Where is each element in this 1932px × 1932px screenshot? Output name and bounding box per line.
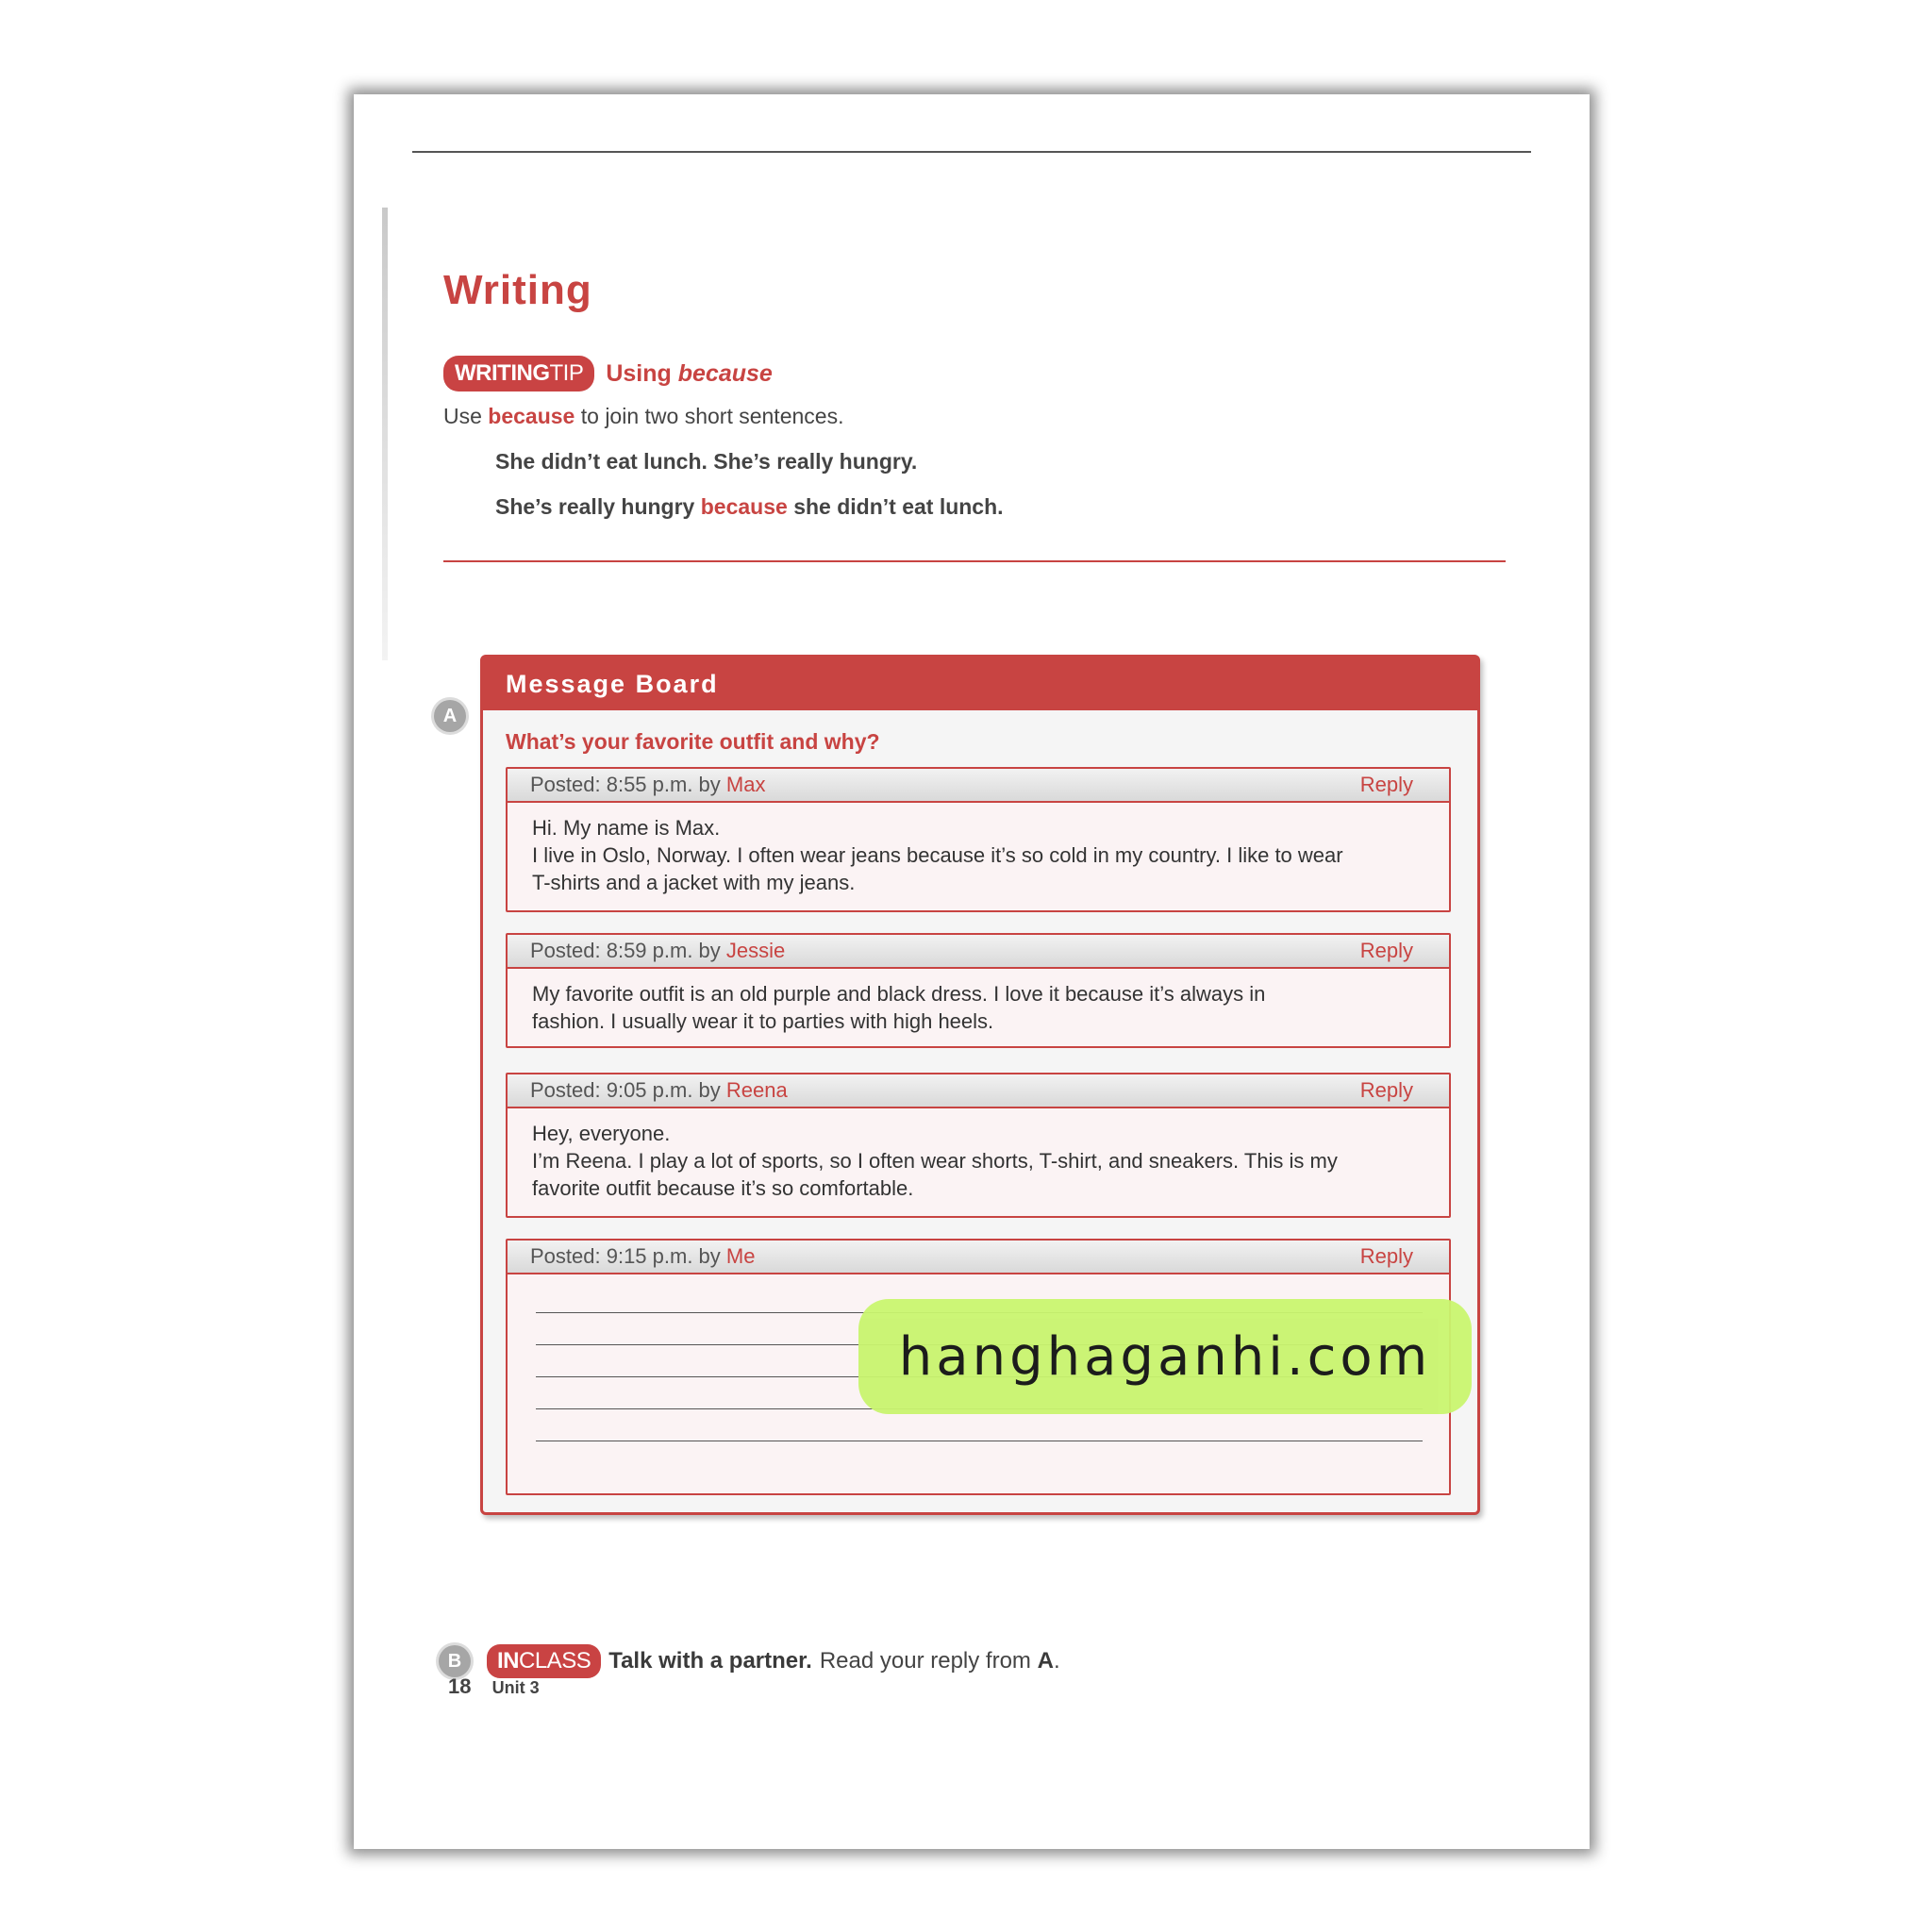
section-title: Writing bbox=[443, 267, 592, 313]
post-body bbox=[508, 1108, 1449, 1211]
tip-body-keyword: because bbox=[488, 404, 575, 428]
example-sentence-2 bbox=[495, 494, 1004, 520]
post-timestamp: Posted: 8:59 p.m. by bbox=[530, 939, 721, 962]
activity-b-instruction-bold: Talk with a partner. bbox=[608, 1648, 812, 1674]
post-max bbox=[506, 767, 1451, 912]
post-body bbox=[508, 969, 1449, 1044]
post-line: Hey, everyone. bbox=[532, 1122, 671, 1145]
activity-b bbox=[439, 1644, 1060, 1678]
scan-edge-shadow bbox=[382, 208, 388, 660]
reply-button[interactable]: Reply bbox=[1359, 773, 1413, 796]
post-line: My favorite outfit is an old purple and black dress. I love it because it’s always in bbox=[532, 982, 1266, 1006]
post-author[interactable]: Reena bbox=[725, 1078, 788, 1102]
tip-title-word: because bbox=[677, 359, 773, 387]
activity-a-marker: A bbox=[434, 700, 466, 732]
post-author[interactable]: Max bbox=[725, 773, 766, 796]
tip-title-prefix: Using bbox=[606, 359, 672, 387]
tip-badge-light: TIP bbox=[549, 360, 584, 386]
post-reena bbox=[506, 1073, 1451, 1218]
tip-badge-bold: WRITING bbox=[455, 360, 550, 386]
example-2-prefix: She’s really hungry bbox=[495, 494, 695, 519]
in-class-badge bbox=[487, 1644, 601, 1678]
post-header bbox=[508, 769, 1449, 803]
in-class-badge-bold: IN bbox=[497, 1648, 519, 1674]
top-rule bbox=[412, 151, 1531, 153]
post-author[interactable]: Jessie bbox=[725, 939, 786, 962]
post-header bbox=[508, 1074, 1449, 1108]
example-2-suffix: she didn’t eat lunch. bbox=[793, 494, 1004, 519]
page-number: 18 bbox=[448, 1674, 472, 1698]
writing-tip-header bbox=[443, 356, 773, 391]
post-header bbox=[508, 1241, 1449, 1274]
board-question: What’s your favorite outfit and why? bbox=[506, 729, 880, 754]
in-class-badge-light: CLASS bbox=[519, 1648, 591, 1674]
post-line: I live in Oslo, Norway. I often wear jeans because it’s so cold in my country. I like to wear bbox=[532, 843, 1343, 867]
example-sentence-1: She didn’t eat lunch. She’s really hungry. bbox=[495, 449, 918, 474]
reply-button[interactable]: Reply bbox=[1359, 1078, 1413, 1102]
tip-body bbox=[443, 404, 843, 429]
post-author[interactable]: Me bbox=[725, 1244, 756, 1268]
post-line: favorite outfit because it’s so comfortable. bbox=[532, 1176, 914, 1200]
post-line: T-shirts and a jacket with my jeans. bbox=[532, 871, 856, 894]
textbook-page bbox=[354, 94, 1590, 1849]
post-timestamp: Posted: 8:55 p.m. by bbox=[530, 773, 721, 796]
activity-b-instruction: Read your reply from bbox=[819, 1648, 1031, 1674]
tip-body-prefix: Use bbox=[443, 404, 482, 428]
tip-title bbox=[606, 360, 772, 388]
post-line: fashion. I usually wear it to parties with high heels. bbox=[532, 1009, 994, 1033]
activity-b-marker: B bbox=[439, 1645, 471, 1677]
post-jessie bbox=[506, 933, 1451, 1048]
message-board-title: Message Board bbox=[483, 658, 1477, 710]
post-line: I’m Reena. I play a lot of sports, so I often wear shorts, T-shirt, and sneakers. This is my bbox=[532, 1149, 1338, 1173]
post-line: Hi. My name is Max. bbox=[532, 816, 721, 840]
watermark-badge: hanghaganhi.com bbox=[858, 1299, 1472, 1414]
activity-b-ref: A bbox=[1037, 1648, 1054, 1674]
reply-button[interactable]: Reply bbox=[1359, 939, 1413, 962]
tip-body-suffix: to join two short sentences. bbox=[580, 404, 844, 428]
post-body bbox=[508, 803, 1449, 906]
page-footer bbox=[448, 1674, 540, 1699]
section-divider bbox=[443, 560, 1506, 562]
post-timestamp: Posted: 9:05 p.m. by bbox=[530, 1078, 721, 1102]
unit-label: Unit 3 bbox=[491, 1678, 540, 1697]
post-header bbox=[508, 935, 1449, 969]
example-2-keyword: because bbox=[700, 494, 788, 519]
reply-button[interactable]: Reply bbox=[1359, 1244, 1413, 1268]
activity-b-end: . bbox=[1053, 1648, 1060, 1674]
post-timestamp: Posted: 9:15 p.m. by bbox=[530, 1244, 721, 1268]
writing-tip-badge bbox=[443, 356, 594, 391]
